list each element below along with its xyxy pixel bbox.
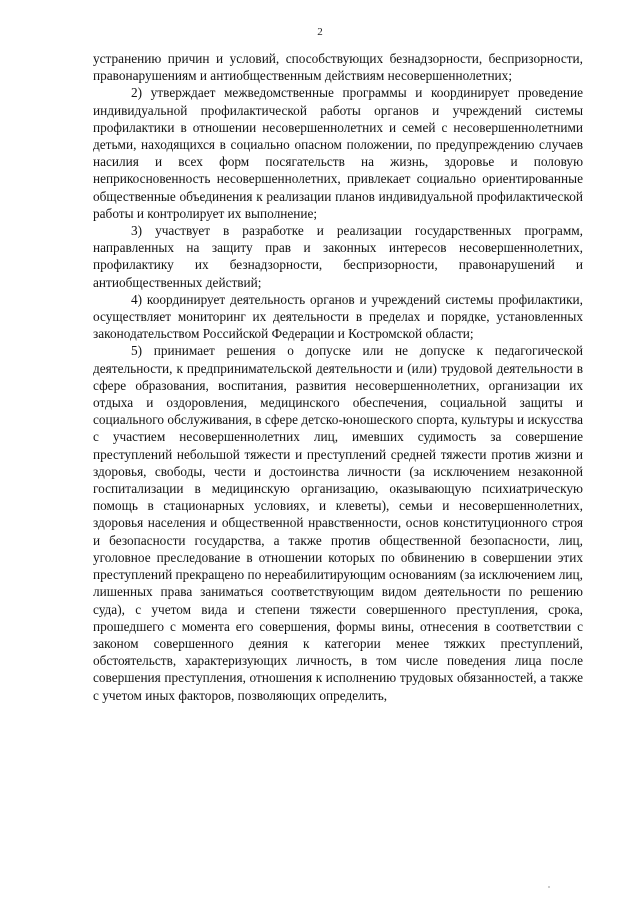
page-number: 2: [317, 26, 323, 38]
paragraph-item-2: 2) утверждает межведомственные программы и координирует проведение индивидуальной профилактической работы органов и учреждений системы профилактики в отношении несовершеннолетних и семей с несовершеннолетними детьми, находящихся в социально опасном положении, по предупреждению случаев насилия и всех форм посягательств на жизнь, здоровье и половую неприкосновенность несовершеннолетних, привлекает социально ориентированные общественные объединения к реализации планов индивидуальной профилактической работы и контролирует их выполнение;: [93, 85, 583, 221]
paragraph-item-4: 4) координирует деятельность органов и учреждений системы профилактики, осуществляет мониторинг их деятельности в пределах и порядке, установленных законодательством Российской Федерации и Костромской области;: [93, 291, 583, 342]
paragraph-continuation: устранению причин и условий, способствующих безнадзорности, беспризорности, правонарушениям и антиобщественным действиям несовершеннолетних;: [93, 51, 583, 84]
scan-speck: [548, 886, 550, 888]
paragraph-item-5: 5) принимает решения о допуске или не допуске к педагогической деятельности, к предпринимательской деятельности и (или) трудовой деятельности в сфере образования, воспитания, развития несовершеннолетних, организации их отдыха и оздоровления, медицинского обеспечения, социальной защиты и социального обслуживания, в сфере детско-юношеского спорта, культуры и искусства с участием несовершеннолетних лиц, имевших судимость за совершение преступлений небольшой тяжести и преступлений средней тяжести против жизни и здоровья, свободы, чести и достоинства личности (за исключением незаконной госпитализации в медицинскую организацию, оказывающую психиатрическую помощь в стационарных условиях, и клеветы), семьи и несовершеннолетних, здоровья населения и общественной нравственности, основ конституционного строя и безопасности государства, а также против общественной безопасности, лиц, уголовное преследование в отношении которых по обвинению в совершении этих преступлений прекращено по нереабилитирующим основаниям (за исключением лиц, лишенных права заниматься соответствующим видом деятельности по решению суда), с учетом вида и степени тяжести совершенного преступления, срока, прошедшего с момента его совершения, формы вины, отнесения в соответствии с законом совершенного деяния к категории менее тяжких преступлений, обстоятельств, характеризующих личность, в том числе поведения лица после совершения преступления, отношения к исполнению трудовых обязанностей, а также с учетом иных факторов, позволяющих определить,: [93, 343, 583, 703]
paragraph-item-3: 3) участвует в разработке и реализации государственных программ, направленных на защиту прав и законных интересов несовершеннолетних, профилактику их безнадзорности, беспризорности, правонарушений и антиобщественных действий;: [93, 223, 583, 290]
document-body: [93, 50, 583, 704]
